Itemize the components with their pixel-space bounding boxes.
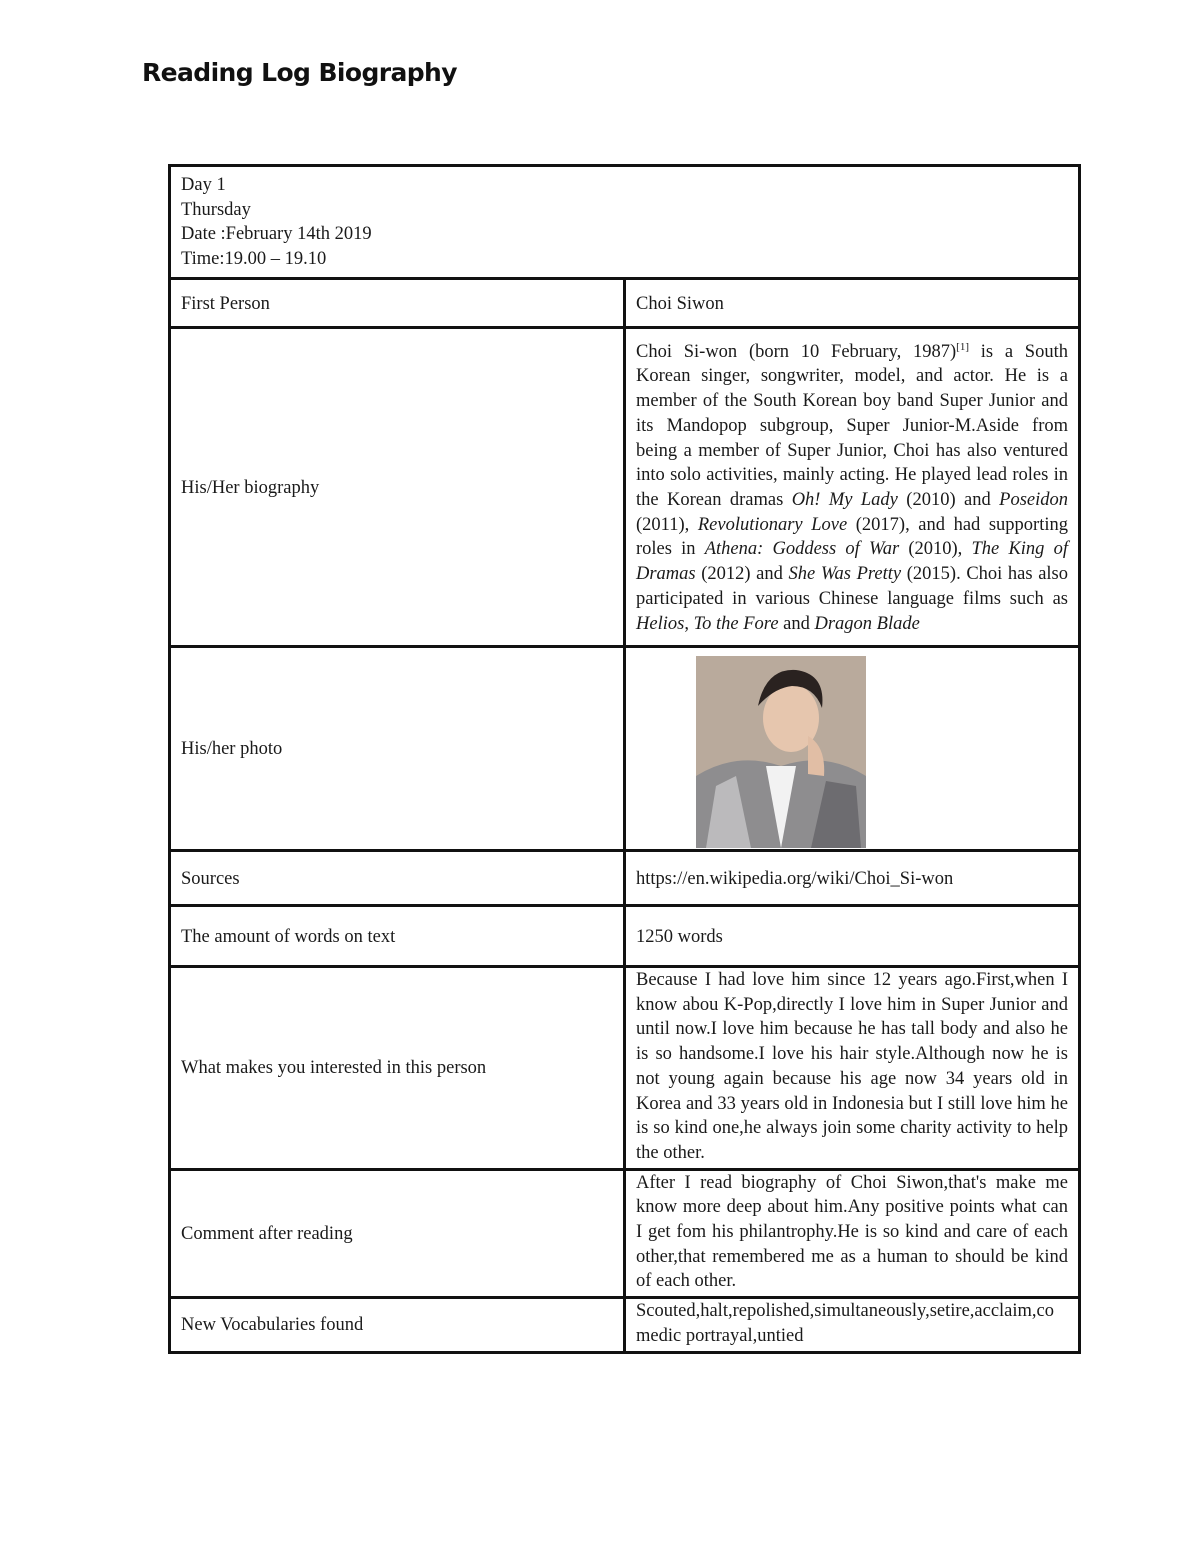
document-title: Reading Log Biography — [142, 58, 457, 87]
italic-title: She Was Pretty — [788, 564, 902, 585]
italic-title: The King of Dramas — [636, 539, 1069, 585]
italic-title: To the Fore — [693, 613, 779, 634]
word-count-label: The amount of words on text — [170, 906, 625, 967]
table-row — [170, 1169, 1080, 1298]
comment-text: After I read biography of Choi Siwon,that's make me know more deep about him.Any positive points what can I get fom his philantrophy.He is so kind and care of each other,that remembered me as a human to should be kind of each other. — [625, 1169, 1080, 1298]
interest-label: What makes you interested in this person — [170, 967, 625, 1170]
weekday: Thursday — [181, 199, 251, 220]
italic-title: Athena: Goddess of War — [704, 539, 900, 560]
bio-text-segment: is a South Korean singer, songwriter, model, and actor. He is a member of the South Korean boy band Super Junior and its Mandopop subgroup, Super Junior-M.Aside from being a member of Super Junior, Choi has also ventured into solo activities, mainly acting. He played lead roles in the Korean dramas — [636, 341, 1068, 510]
day-info-cell — [170, 166, 1080, 279]
header-row — [170, 166, 1080, 279]
vocab-list: Scouted,halt,repolished,simultaneously,setire,acclaim,comedic portrayal,untied — [625, 1298, 1080, 1352]
sources-label: Sources — [170, 851, 625, 906]
italic-title: Oh! My Lady — [791, 490, 898, 510]
bio-text-segment: and — [778, 613, 815, 634]
table-row — [170, 279, 1080, 328]
citation-sup: [1] — [956, 340, 969, 353]
vocab-label: New Vocabularies found — [170, 1298, 625, 1352]
first-person-label: First Person — [170, 279, 625, 328]
bio-text-segment: (2012) and — [695, 564, 789, 585]
table-row — [170, 647, 1080, 851]
bio-text-segment: (2017), and had supporting roles in — [636, 514, 1068, 560]
interest-text: Because I had love him since 12 years ago.First,when I know abou K-Pop,directly I love him in Super Junior and until now.I love him because he has tall body and also he is so handsome.I love his hair style.Although now he is not young again because his age now 34 years old in Korea and 33 years old in Indonesia but I still love him he is so kind one,he always join some charity activity to help the other. — [625, 967, 1080, 1170]
table-row — [170, 851, 1080, 906]
biography-text — [625, 328, 1080, 647]
italic-title: Dragon Blade — [814, 613, 920, 634]
bio-text-segment: , — [684, 613, 694, 634]
first-person-value: Choi Siwon — [625, 279, 1080, 328]
table-row — [170, 906, 1080, 967]
table-row — [170, 328, 1080, 647]
table-row — [170, 967, 1080, 1170]
table-row — [170, 1298, 1080, 1352]
bio-text-segment: Choi Si-won (born 10 February, 1987) — [636, 341, 957, 362]
sources-link[interactable]: https://en.wikipedia.org/wiki/Choi_Si-won — [625, 851, 1080, 906]
reading-time: Time:19.00 – 19.10 — [181, 249, 327, 270]
reading-date: Date :February 14th 2019 — [181, 224, 372, 245]
bio-text-segment: (2010), — [899, 539, 972, 560]
bio-text-segment: (2015). Choi has also participated in various Chinese language films such as — [636, 564, 1068, 609]
biography-label: His/Her biography — [170, 328, 625, 647]
photo-cell — [625, 647, 1080, 851]
bio-text-segment: (2010) and — [897, 490, 1000, 510]
comment-label: Comment after reading — [170, 1169, 625, 1298]
italic-title: Helios — [636, 613, 685, 634]
person-photo — [696, 656, 866, 848]
reading-log-table — [168, 164, 1081, 1354]
word-count-value: 1250 words — [625, 906, 1080, 967]
bio-text-segment: (2011), — [636, 514, 698, 535]
photo-label: His/her photo — [170, 647, 625, 851]
day-number: Day 1 — [181, 175, 226, 195]
italic-title: Poseidon — [999, 490, 1068, 510]
italic-title: Revolutionary Love — [697, 514, 848, 535]
